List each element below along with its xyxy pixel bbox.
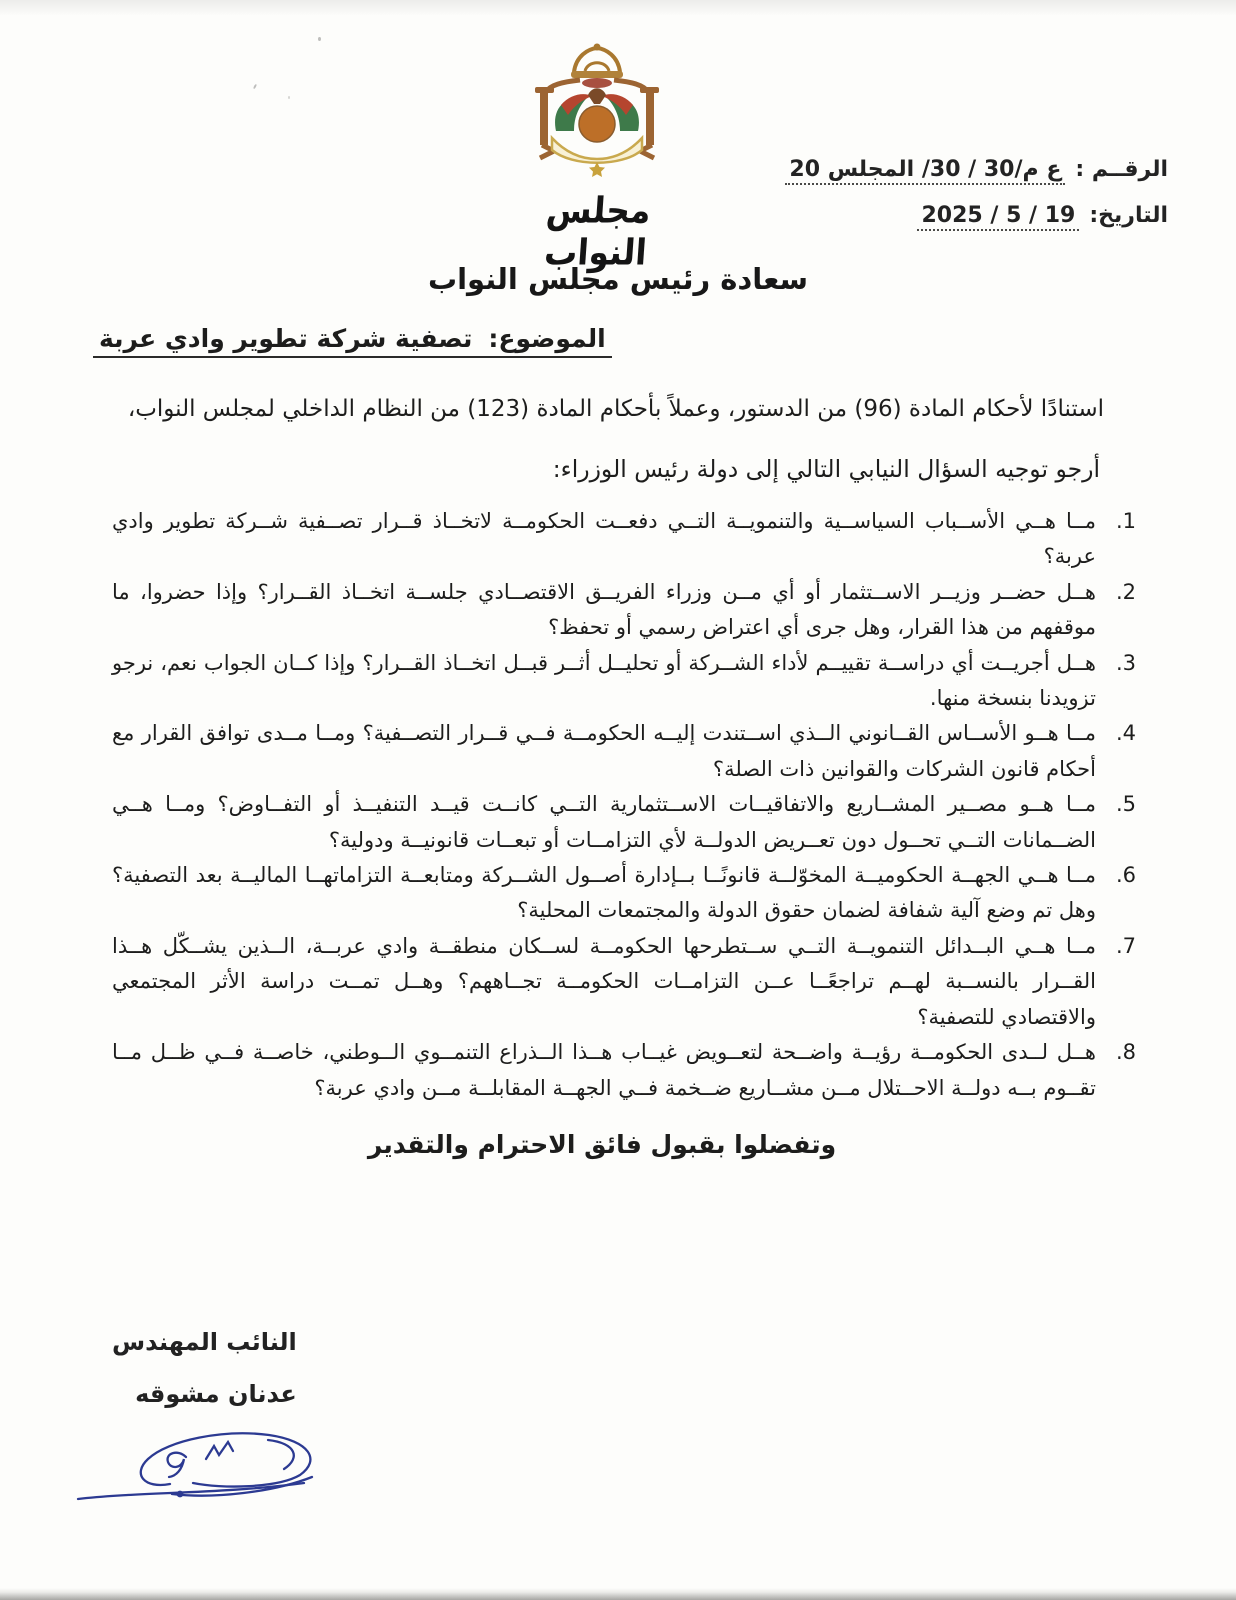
logo-calligraphy-text: مجلس النواب xyxy=(542,188,653,274)
question-number: 8. xyxy=(1115,1040,1136,1065)
scan-speck xyxy=(318,37,321,41)
signatory-name: عدنان مشوقه xyxy=(135,1380,297,1408)
question-text: هــل أجريــت أي دراســة تقييــم لأداء الشــركة أو تحليــل أثــر قبــل اتخــاذ القــرار؟ وإذا كــان الجواب نعم، نرجو تزويدنا بنسخة منها. xyxy=(112,650,1096,711)
question-item xyxy=(112,646,1136,717)
jordan-coat-of-arms-icon xyxy=(522,38,672,180)
date-label: التاريخ: xyxy=(1089,203,1168,228)
question-item xyxy=(112,929,1136,1035)
question-number: 6. xyxy=(1115,863,1136,888)
question-number: 3. xyxy=(1115,650,1136,675)
question-text: مــا هــو مصــير المشــاريع والاتفاقيــات الاســتثمارية التــي كانــت قيــد التنفيــذ أو التفــاوض؟ ومــا هــي الضــمانات التــي تحــول دون تعــريض الدولــة لأي التزامــات أو تبعــات قانونيــة ودولية؟ xyxy=(112,792,1096,852)
question-item xyxy=(112,787,1136,858)
ref-number-label: الرقــم : xyxy=(1075,157,1168,182)
ref-number-value: ع م/30 / 30/ المجلس 20 xyxy=(785,157,1065,185)
scan-edge-top xyxy=(0,0,1236,16)
question-number: 4. xyxy=(1115,721,1136,746)
question-item xyxy=(112,1035,1136,1106)
question-item xyxy=(112,716,1136,787)
question-item xyxy=(112,858,1136,929)
legal-basis-paragraph: استنادًا لأحكام المادة (96) من الدستور، وعملاً بأحكام المادة (123) من النظام الداخلي لمجلس النواب، xyxy=(127,396,1104,422)
question-text: مــا هــي الجهــة الحكوميــة المخوّلــة قانونًــا بــإدارة أصــول الشــركة ومتابعــة التزاماتهــا الماليــة بعد التصفية؟ وهل تم وضع آلية شفافة لضمان حقوق الدولة والمجتمعات المحلية؟ xyxy=(112,863,1096,923)
question-number: 2. xyxy=(1115,579,1136,604)
date-value: 19 / 5 / 2025 xyxy=(917,203,1079,231)
questions-list xyxy=(112,504,1136,1106)
letter-body xyxy=(112,386,1136,1159)
question-item xyxy=(112,504,1136,575)
subject-label: الموضوع: xyxy=(488,324,606,353)
question-text: هــل لــدى الحكومــة رؤيــة واضــحة لتعــويض غيــاب هــذا الــذراع التنمــوي الــوطني، خاصــة فــي ظــل مــا تقــوم بــه دولــة الاحــتلال مــن مشــاريع ضــخمة فــي الجهــة المقابلــة مــن وادي عربة؟ xyxy=(112,1040,1096,1100)
house-of-representatives-logo xyxy=(497,38,697,274)
question-text: هــل حضــر وزيــر الاســتثمار أو أي مــن وزراء الفريــق الاقتصــادي جلســة اتخــاذ القــرار؟ وإذا حضروا، ما موقفهم من هذا القرار، وهل جرى أي اعتراض رسمي أو تحفظ؟ xyxy=(112,579,1096,640)
date-row xyxy=(785,203,1168,228)
subject-value: تصفية شركة تطوير وادي عربة xyxy=(99,324,473,353)
handwritten-signature-ink xyxy=(72,1396,352,1508)
question-text: مــا هــي البــدائل التنمويــة التــي ســتطرحها الحكومــة لســكان منطقــة وادي عربــة، الــذين يشــكّل هــذا القــرار بالنســبة لهــم تراجعًــا عــن التزامــات الحكومــة تجــاههم؟ وهــل تمــت دراسة الأثر المجتمعي والاقتصادي للتصفية؟ xyxy=(112,933,1096,1029)
question-item xyxy=(112,575,1136,646)
scan-speck xyxy=(253,84,257,89)
question-number: 7. xyxy=(1115,933,1136,958)
question-number: 5. xyxy=(1115,792,1136,817)
reference-block xyxy=(785,157,1168,228)
signatory-title: النائب المهندس xyxy=(112,1328,297,1356)
closing-salutation: وتفضلوا بقبول فائق الاحترام والتقدير xyxy=(367,1129,837,1159)
question-text: مــا هــي الأســباب السياســية والتنمويــة التــي دفعــت الحكومــة لاتخــاذ قــرار تصــفية شــركة تطوير وادي عربة؟ xyxy=(112,509,1096,569)
question-number: 1. xyxy=(1115,509,1136,533)
scan-speck xyxy=(288,96,290,99)
scan-edge-bottom xyxy=(0,1588,1236,1600)
page-title: سعادة رئيس مجلس النواب xyxy=(427,262,809,296)
request-line: أرجو توجيه السؤال النيابي التالي إلى دولة رئيس الوزراء: xyxy=(552,455,1100,483)
subject-line xyxy=(93,324,612,358)
question-text: مــا هــو الأســاس القــانوني الــذي اســتندت إليــه الحكومــة فــي قــرار التصــفية؟ ومــا مــدى توافق القرار مع أحكام قانون الشركات والقوانين ذات الصلة؟ xyxy=(112,721,1096,781)
reference-number-row xyxy=(785,157,1168,182)
